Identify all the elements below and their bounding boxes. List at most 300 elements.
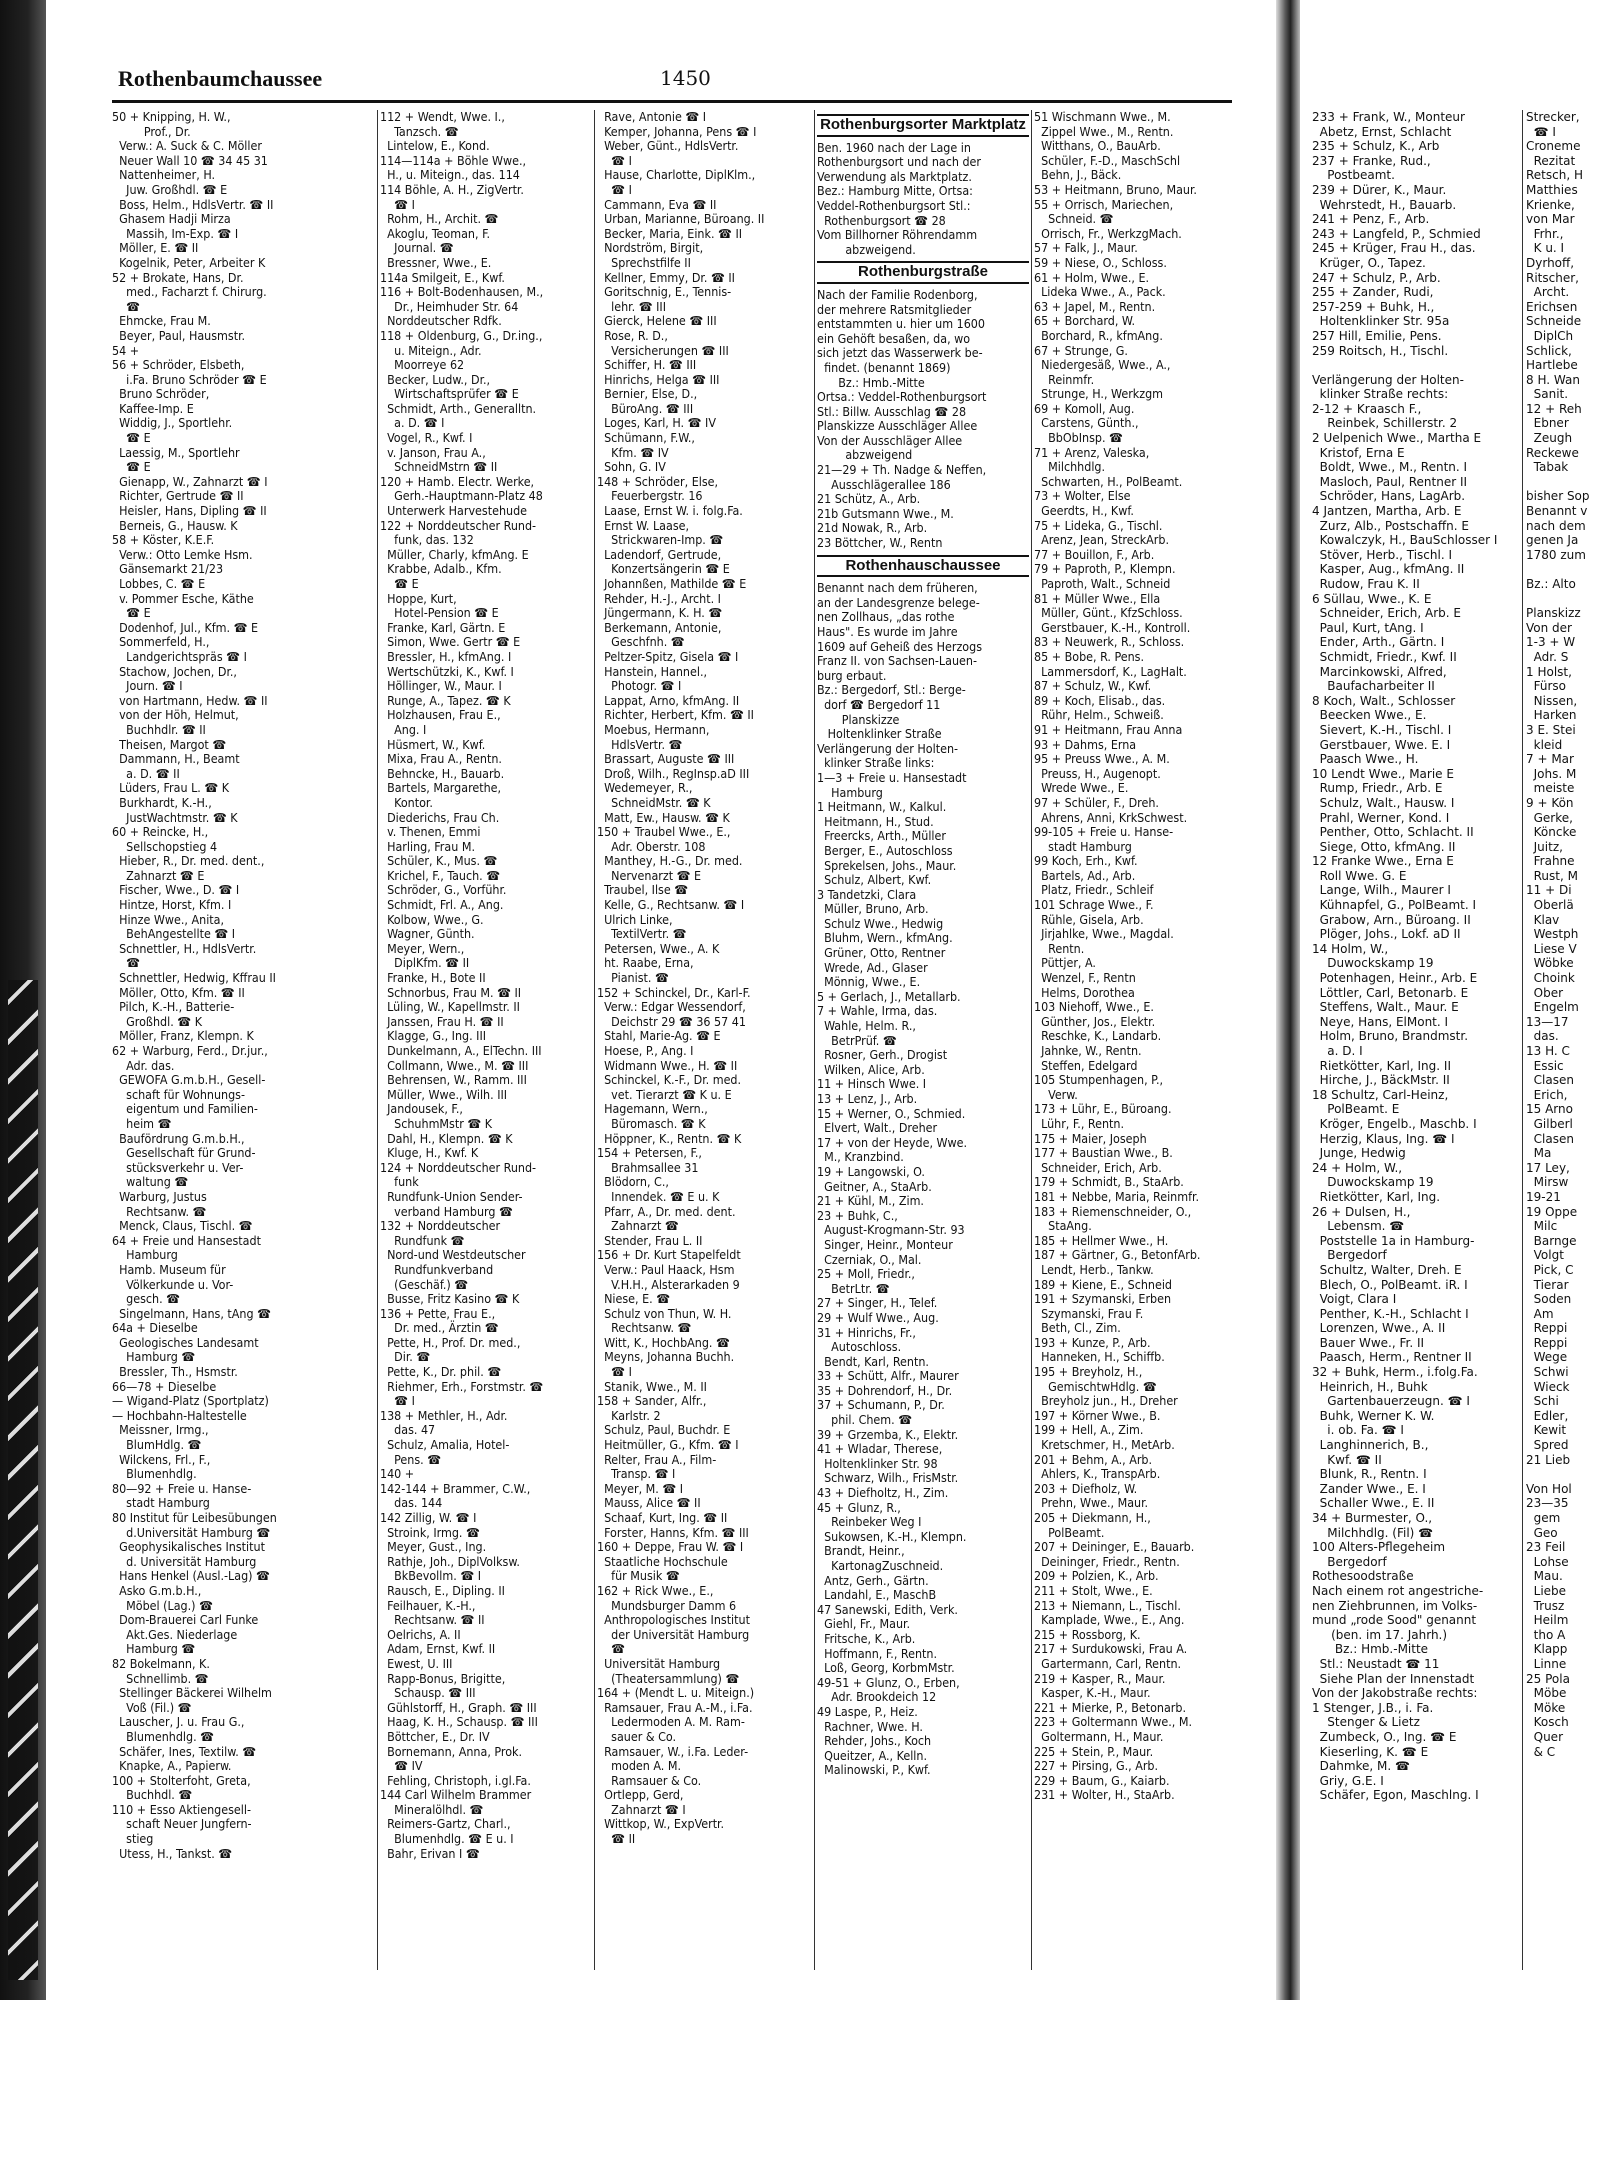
- directory-line: Nattenheimer, H.: [112, 167, 216, 183]
- directory-line: Blunk, R., Rentn. I: [1312, 1467, 1427, 1482]
- directory-line: Schaaf, Kurt, Ing. ☎ II: [597, 1510, 728, 1525]
- directory-line: 13 + Lenz, J., Arb.: [817, 1091, 918, 1106]
- directory-line: d. Universität Hamburg: [112, 1553, 257, 1569]
- directory-line: 3 E. Stei: [1526, 722, 1576, 737]
- directory-line: Hotel-Pension ☎ E: [380, 605, 499, 621]
- directory-line: Kasper, Aug., kfmAng. II: [1312, 562, 1465, 577]
- directory-line: Blumenhdlg. ☎: [112, 1728, 215, 1744]
- directory-line: Rehder, Johs., Koch: [817, 1733, 932, 1749]
- directory-line: 83 + Neuwerk, R., Schloss.: [1034, 634, 1185, 650]
- directory-column-5: [1034, 110, 1232, 1803]
- directory-line: Böttcher, E., Dr. IV: [380, 1728, 490, 1744]
- directory-line: Schaller Wwe., E. II: [1312, 1496, 1435, 1511]
- directory-line: Jirjahlke, Wwe., Magdal.: [1034, 926, 1174, 942]
- directory-line: Rechtsanw. ☎: [112, 1203, 207, 1219]
- directory-line: 71 + Arenz, Valeska,: [1034, 444, 1150, 460]
- directory-line: Sprekelsen, Johs., Maur.: [817, 857, 957, 873]
- directory-line: 154 + Petersen, F.,: [597, 1145, 702, 1161]
- directory-line: Schümann, F.W.,: [597, 430, 695, 446]
- directory-line: Hanneken, H., Schiffb.: [1034, 1349, 1165, 1365]
- directory-line: Von der Ausschläger Allee: [817, 432, 963, 448]
- directory-line: 13—17: [1526, 1014, 1569, 1029]
- directory-line: Rudow, Frau K. II: [1312, 577, 1420, 591]
- directory-line: Johs. M: [1526, 766, 1577, 781]
- directory-line: Schnettler, Hedwig, Kffrau II: [112, 970, 276, 986]
- directory-line: DiplKfm. ☎ II: [380, 955, 470, 971]
- directory-line: Rausch, E., Dipling. II: [380, 1582, 505, 1598]
- directory-line: Kasper, K.-H., Maur.: [1034, 1685, 1151, 1701]
- directory-line: Baufördrung G.m.b.H.,: [112, 1130, 245, 1146]
- directory-line: stieg: [112, 1831, 154, 1847]
- directory-line: Kwf. ☎ II: [1312, 1452, 1382, 1467]
- directory-line: Pick, C: [1526, 1262, 1574, 1277]
- directory-line: Kröger, Engelb., Maschb. I: [1312, 1116, 1477, 1131]
- directory-line: Juitz,: [1526, 839, 1563, 854]
- directory-line: 1780 zum: [1526, 547, 1586, 562]
- directory-line: Antz, Gerh., Gärtn.: [817, 1572, 929, 1588]
- directory-line: a. D. I: [1312, 1044, 1363, 1058]
- directory-line: Brandt, Heinr.,: [817, 1543, 905, 1559]
- directory-line: 21—29 + Th. Nadge & Neffen,: [817, 462, 987, 478]
- directory-line: Quer: [1526, 1729, 1563, 1744]
- directory-line: 177 + Baustian Wwe., B.: [1034, 1145, 1173, 1161]
- directory-line: 201 + Behm, A., Arb.: [1034, 1451, 1153, 1467]
- directory-line: StaAng.: [1034, 1218, 1092, 1234]
- directory-line: 13 H. C: [1526, 1044, 1570, 1058]
- directory-line: 237 + Franke, Rud.,: [1312, 153, 1431, 168]
- directory-line: Reschke, K., Landarb.: [1034, 1028, 1162, 1044]
- directory-line: [1526, 562, 1600, 577]
- directory-line: BetrLtr. ☎: [817, 1280, 890, 1296]
- column-rule: [594, 110, 595, 1970]
- directory-line: 183 + Riemenschneider, O.,: [1034, 1203, 1192, 1219]
- column-rule: [1522, 110, 1523, 1970]
- directory-line: Wrede, Ad., Glaser: [817, 959, 928, 975]
- directory-line: genen Ja: [1526, 533, 1579, 548]
- directory-line: 7 + Mar: [1526, 752, 1574, 767]
- directory-line: Ladendorf, Gertrude,: [597, 546, 722, 562]
- directory-line: Lüders, Frau L. ☎ K: [112, 780, 230, 796]
- directory-line: Buhk, Werner K. W.: [1312, 1408, 1435, 1423]
- directory-line: 51 Wischmann Wwe., M.: [1034, 110, 1171, 124]
- directory-line: Menck, Claus, Tischl. ☎: [112, 1218, 253, 1234]
- directory-line: Ang. I: [380, 721, 427, 737]
- directory-line: Hamburg: [112, 1247, 178, 1263]
- directory-line: vet. Tierarzt ☎ K u. E: [597, 1086, 732, 1102]
- directory-line: ☎ II: [597, 1831, 636, 1847]
- directory-line: 1 Stenger, J.B., i. Fa.: [1312, 1700, 1434, 1715]
- directory-line: Goltermann, H., Maur.: [1034, 1728, 1164, 1744]
- directory-line: Landahl, E., MaschB: [817, 1587, 937, 1603]
- directory-line: von der Höh, Helmut,: [112, 707, 239, 723]
- directory-line: Lüling, W., Kapellmstr. II: [380, 999, 520, 1015]
- directory-line: Rehder, H.-J., Archt. I: [597, 590, 721, 606]
- directory-line: Verw.: [1034, 1086, 1078, 1102]
- directory-line: Büromasch. ☎ K: [597, 1115, 706, 1131]
- directory-line: 49-51 + Glunz, O., Erben,: [817, 1674, 960, 1690]
- directory-line: Planskizz: [1526, 606, 1581, 621]
- directory-line: Milc: [1526, 1219, 1558, 1234]
- directory-line: Pette, K., Dr. phil. ☎: [380, 1364, 502, 1380]
- directory-line: Blumenhdlg. ☎ E u. I: [380, 1831, 514, 1847]
- directory-line: Langhinnerich, B.,: [1312, 1438, 1429, 1453]
- directory-line: 3 Tandetzki, Clara: [817, 886, 917, 902]
- directory-line: Sohn, G. IV: [597, 459, 666, 475]
- directory-line: Ahlers, K., TranspArb.: [1034, 1466, 1161, 1482]
- directory-line: 8 H. Wan: [1526, 372, 1580, 387]
- directory-line: Pfarr, A., Dr. med. dent.: [597, 1203, 736, 1219]
- directory-column-4: [817, 110, 1029, 1778]
- directory-line: Prehn, Wwe., Maur.: [1034, 1495, 1149, 1511]
- directory-line: Clasen: [1526, 1073, 1574, 1088]
- directory-line: Adr. Oberstr. 108: [597, 838, 706, 854]
- directory-line: Kühnapfel, G., PolBeamt. I: [1312, 898, 1477, 913]
- directory-line: Feuerbergstr. 16: [597, 488, 703, 504]
- directory-line: Steffens, Walt., Maur. E: [1312, 1000, 1459, 1015]
- directory-line: Pette, H., Prof. Dr. med.,: [380, 1334, 521, 1350]
- directory-line: 173 + Lühr, E., Büroang.: [1034, 1101, 1172, 1117]
- directory-line: 103 Niehoff, Wwe., E.: [1034, 999, 1154, 1015]
- directory-line: Asko G.m.b.H.,: [112, 1582, 202, 1598]
- directory-line: 99 Koch, Erh., Kwf.: [1034, 853, 1138, 869]
- directory-line: Wilckens, Frl., F.,: [112, 1451, 211, 1467]
- directory-line: 66—78 + Dieselbe: [112, 1378, 217, 1394]
- directory-line: Rundfunk ☎: [380, 1232, 465, 1248]
- directory-line: Schneider, Erich, Arb. E: [1312, 606, 1461, 621]
- directory-line: 132 + Norddeutscher: [380, 1218, 501, 1234]
- column-rule: [814, 110, 815, 1970]
- directory-line: Lobbes, C. ☎ E: [112, 576, 206, 591]
- directory-line: v. Janson, Frau A.,: [380, 444, 486, 460]
- directory-line: Beth, Cl., Zim.: [1034, 1320, 1121, 1336]
- directory-line: Ghasem Hadji Mirza: [112, 211, 231, 227]
- directory-line: Verw.: A. Suck & C. Möller: [112, 138, 262, 154]
- directory-line: August-Krogmann-Str. 93: [817, 1222, 965, 1238]
- directory-line: Bez.: Hamburg Mitte, Ortsa:: [817, 183, 973, 199]
- directory-line: Kowalczyk, H., BauSchlosser I: [1312, 533, 1498, 548]
- directory-line: 63 + Japel, M., Rentn.: [1034, 298, 1156, 314]
- column-rule: [1031, 110, 1032, 1970]
- directory-line: Photogr. ☎ I: [597, 678, 682, 694]
- directory-line: Laase, Ernst W. i. folg.Fa.: [597, 503, 743, 519]
- directory-line: 110 + Esso Aktiengesell-: [112, 1801, 252, 1817]
- directory-line: Mirsw: [1526, 1175, 1569, 1190]
- directory-line: 21 + Kühl, M., Zim.: [817, 1193, 924, 1209]
- directory-line: Bergedorf: [1312, 1248, 1387, 1263]
- directory-line: schaft Neuer Jungfern-: [112, 1816, 252, 1832]
- directory-line: Gesellschaft für Grund-: [112, 1145, 256, 1161]
- directory-line: Holm, Bruno, Brandmstr.: [1312, 1029, 1469, 1044]
- directory-line: Kontor.: [380, 794, 433, 810]
- directory-line: 19 + Langowski, O.: [817, 1163, 925, 1179]
- directory-line: Bartels, Ad., Arb.: [1034, 867, 1136, 883]
- directory-line: Anthropologisches Institut: [597, 1612, 750, 1628]
- directory-line: 239 + Dürer, K., Maur.: [1312, 182, 1447, 197]
- directory-line: 54 +: [112, 342, 140, 358]
- directory-line: Klav: [1526, 912, 1560, 927]
- directory-line: waltung ☎: [112, 1174, 189, 1190]
- directory-line: Geo: [1526, 1525, 1558, 1540]
- directory-line: Konzertsängerin ☎ E: [597, 561, 730, 577]
- directory-line: (Geschäf.) ☎: [380, 1276, 469, 1292]
- directory-line: Baufacharbeiter II: [1312, 679, 1435, 694]
- directory-line: 21b Gutsmann Wwe., M.: [817, 505, 954, 521]
- directory-line: Frahne: [1526, 854, 1575, 869]
- directory-line: 233 + Frank, W., Monteur: [1312, 110, 1465, 124]
- directory-line: Rundfunkverband: [380, 1261, 494, 1277]
- directory-line: 64 + Freie und Hansestadt: [112, 1232, 261, 1248]
- street-heading: Rothenburgstraße: [817, 261, 1029, 284]
- directory-line: ht. Raabe, Erna,: [597, 955, 694, 971]
- directory-line: Paasch Wwe., H.: [1312, 752, 1419, 767]
- directory-line: das.: [1526, 1029, 1559, 1044]
- directory-line: PolBeamt. E: [1312, 1102, 1400, 1117]
- directory-line: Wehrstedt, H., Bauarb.: [1312, 197, 1457, 212]
- directory-line: Soden: [1526, 1292, 1572, 1307]
- directory-line: 215 + Rossborg, K.: [1034, 1626, 1141, 1642]
- directory-line: Rühle, Gisela, Arb.: [1034, 911, 1144, 927]
- directory-line: 23 Feil: [1526, 1540, 1566, 1555]
- directory-line: Choink: [1526, 971, 1575, 986]
- directory-line: Stanik, Wwe., M. II: [597, 1378, 707, 1394]
- directory-line: Möbe: [1526, 1686, 1567, 1701]
- directory-line: Volgt: [1526, 1248, 1564, 1263]
- directory-line: 61 + Holm, Wwe., E.: [1034, 269, 1150, 285]
- directory-line: Brassart, Auguste ☎ III: [597, 751, 735, 767]
- directory-line: 118 + Oldenburg, G., Dr.ing.,: [380, 327, 543, 343]
- directory-line: Hartlebe: [1526, 358, 1578, 373]
- directory-line: Hirche, J., BäckMstr. II: [1312, 1073, 1450, 1088]
- directory-line: 1 Holst,: [1526, 664, 1572, 679]
- directory-line: 73 + Wolter, Else: [1034, 488, 1131, 504]
- directory-line: 17 Ley,: [1526, 1160, 1570, 1175]
- directory-line: 101 Schrage Wwe., F.: [1034, 897, 1154, 913]
- directory-line: Engelm: [1526, 1000, 1579, 1015]
- directory-line: 205 + Diekmann, H.,: [1034, 1510, 1151, 1525]
- directory-line: v. Pommer Esche, Käthe: [112, 590, 254, 606]
- directory-line: Akt.Ges. Niederlage: [112, 1626, 238, 1642]
- directory-line: Verlängerung der Holten-: [1312, 372, 1464, 387]
- directory-line: Ober: [1526, 985, 1564, 1000]
- directory-line: kleid: [1526, 737, 1563, 752]
- directory-line: & C: [1526, 1744, 1556, 1759]
- directory-line: Behrensen, W., Ramm. III: [380, 1072, 527, 1088]
- directory-line: Gerstbauer, K.-H., Kontroll.: [1034, 619, 1191, 635]
- directory-line: Rohm, H., Archit. ☎: [380, 211, 499, 227]
- directory-line: Sprechstfilfe II: [597, 254, 691, 270]
- directory-line: BüroAng. ☎ III: [597, 400, 694, 416]
- directory-line: med., Facharzt f. Chirurg.: [112, 284, 267, 300]
- directory-line: Nordström, Birgit,: [597, 240, 704, 256]
- directory-line: Berger, E., Autoschloss: [817, 842, 953, 858]
- directory-line: 85 + Bobe, R. Pens.: [1034, 648, 1145, 664]
- directory-line: gem: [1526, 1511, 1561, 1525]
- directory-line: 65 + Borchard, W.: [1034, 313, 1136, 329]
- directory-line: Krichel, F., Tauch. ☎: [380, 867, 501, 883]
- directory-line: Bressner, Wwe., E.: [380, 254, 492, 270]
- directory-line: Arenz, Jean, StreckArb.: [1034, 532, 1170, 548]
- directory-line: Gühlstorff, H., Graph. ☎ III: [380, 1699, 537, 1715]
- directory-line: Geologisches Landesamt: [112, 1334, 259, 1350]
- directory-line: Bruno Schröder,: [112, 386, 210, 402]
- directory-line: (ben. im 17. Jahrh.): [1312, 1627, 1448, 1642]
- directory-line: 114—114a + Böhle Wwe.,: [380, 152, 527, 168]
- directory-line: 89 + Koch, Elisab., das.: [1034, 692, 1166, 708]
- directory-line: Bressler, Th., Hsmstr.: [112, 1364, 238, 1380]
- directory-line: 93 + Dahms, Erna: [1034, 736, 1137, 752]
- directory-line: Hamburg: [817, 784, 883, 800]
- directory-line: Duwockskamp 19: [1312, 956, 1434, 971]
- directory-line: HdlsVertr. ☎: [597, 736, 683, 752]
- directory-line: Lappat, Arno, kfmAng. II: [597, 692, 740, 708]
- directory-line: 235 + Schulz, K., Arb: [1312, 139, 1440, 154]
- directory-line: Dom-Brauerei Carl Funke: [112, 1612, 259, 1628]
- directory-line: ☎: [112, 955, 141, 971]
- directory-line: Paul, Kurt, tAng. I: [1312, 620, 1424, 635]
- directory-line: Platz, Friedr., Schleif: [1034, 882, 1154, 898]
- directory-line: Tabak: [1526, 460, 1569, 475]
- directory-line: Paproth, Walt., Schneid: [1034, 576, 1171, 591]
- directory-line: Norddeutscher Rdfk.: [380, 313, 502, 329]
- directory-line: Müller, Wwe., Wilh. III: [380, 1086, 508, 1102]
- directory-line: Lohse: [1526, 1554, 1569, 1569]
- directory-line: Freercks, Arth., Müller: [817, 828, 946, 844]
- directory-line: Petersen, Wwe., A. K: [597, 940, 720, 956]
- directory-line: Reckewe: [1526, 445, 1579, 460]
- directory-line: Benannt nach dem früheren,: [817, 580, 978, 596]
- directory-line: Stroink, Irmg. ☎: [380, 1524, 480, 1540]
- directory-line: Stl.: Billw. Ausschlag ☎ 28: [817, 403, 967, 419]
- directory-line: bisher Sop: [1526, 489, 1590, 504]
- directory-line: Ledermoden A. M. Ram-: [597, 1714, 745, 1730]
- directory-line: Von der Jakobstraße rechts:: [1312, 1686, 1478, 1701]
- directory-line: Schulz Wwe., Hedwig: [817, 915, 944, 931]
- directory-line: Krabbe, Adalb., Kfm.: [380, 561, 502, 577]
- directory-line: Potenhagen, Heinr., Arb. E: [1312, 971, 1478, 986]
- directory-line: Richter, Gertrude ☎ II: [112, 488, 244, 504]
- directory-line: 24 + Holm, W.,: [1312, 1160, 1403, 1175]
- directory-line: (Theatersammlung) ☎: [597, 1670, 740, 1686]
- directory-line: Höllinger, W., Maur. I: [380, 678, 502, 694]
- directory-line: 195 + Breyholz, H.,: [1034, 1364, 1143, 1380]
- directory-line: Großhdl. ☎ K: [112, 1013, 203, 1029]
- directory-line: Ben. 1960 nach der Lage in: [817, 139, 971, 155]
- directory-line: 53 + Heitmann, Bruno, Maur.: [1034, 181, 1197, 197]
- directory-line: Lauscher, J. u. Frau G.,: [112, 1714, 245, 1730]
- directory-line: Rust, M: [1526, 868, 1578, 883]
- directory-line: SchuhmMstr ☎ K: [380, 1115, 493, 1131]
- directory-line: Plöger, Johs., Lokf. aD II: [1312, 927, 1461, 942]
- page-number: 1450: [660, 66, 711, 90]
- directory-line: Wilken, Alice, Arb.: [817, 1061, 925, 1077]
- directory-line: Bornemann, Anna, Prok.: [380, 1743, 523, 1759]
- directory-line: Schnellimb. ☎: [112, 1670, 209, 1686]
- directory-line: Ernst W. Laase,: [597, 517, 690, 533]
- directory-line: Schausp. ☎ III: [380, 1685, 476, 1701]
- directory-line: Niedergesäß, Wwe., A.,: [1034, 357, 1171, 373]
- directory-line: BkBevollm. ☎ I: [380, 1568, 482, 1584]
- directory-line: Boss, Helm., HdlsVertr. ☎ II: [112, 196, 274, 212]
- directory-line: 136 + Pette, Frau E.,: [380, 1305, 496, 1321]
- directory-line: Reinbeker Weg I: [817, 1514, 922, 1530]
- directory-line: Nach einem rot angestriche-: [1312, 1583, 1484, 1598]
- directory-line: SchneidMstrn ☎ II: [380, 459, 498, 475]
- directory-line: Akoglu, Teoman, F.: [380, 225, 491, 241]
- directory-line: Ritscher,: [1526, 270, 1579, 285]
- directory-line: Elvert, Walt., Dreher: [817, 1120, 938, 1136]
- directory-line: 12 Franke Wwe., Erna E: [1312, 854, 1454, 869]
- directory-line: Gartenbauerzeugn. ☎ I: [1312, 1394, 1470, 1409]
- directory-line: Schmidt, Friedr., Kwf. II: [1312, 649, 1457, 664]
- directory-line: 79 + Paproth, P., Klempn.: [1034, 561, 1176, 577]
- directory-line: Barnge: [1526, 1233, 1577, 1248]
- directory-line: Malinowski, P., Kwf.: [817, 1762, 931, 1778]
- directory-line: 100 Alters-Pflegeheim: [1312, 1540, 1446, 1555]
- directory-line: Dr., Heimhuder Str. 64: [380, 298, 519, 314]
- directory-line: 32 + Buhk, Herm., i.folg.Fa.: [1312, 1365, 1478, 1380]
- directory-line: 77 + Bouillon, F., Arb.: [1034, 546, 1155, 562]
- directory-line: 112 + Wendt, Wwe. I.,: [380, 110, 505, 124]
- directory-line: Ausschlägerallee 186: [817, 476, 951, 492]
- directory-line: Moebus, Hermann,: [597, 721, 710, 737]
- directory-line: 87 + Schulz, W., Kwf.: [1034, 678, 1152, 694]
- directory-line: Hintze, Horst, Kfm. I: [112, 897, 232, 913]
- directory-line: BetrPrüf. ☎: [817, 1032, 897, 1048]
- directory-line: Rothenburgsort und nach der: [817, 154, 981, 170]
- directory-line: 142 Zillig, W. ☎ I: [380, 1510, 477, 1525]
- directory-line: Zeugh: [1526, 431, 1573, 446]
- directory-line: Nord-und Westdeutscher: [380, 1247, 526, 1263]
- directory-line: abzweigend: [817, 447, 913, 463]
- directory-line: 189 + Kiene, E., Schneid: [1034, 1276, 1173, 1292]
- directory-line: schaft für Wohnungs-: [112, 1086, 245, 1102]
- directory-line: 164 + (Mendt L. u. Miteign.): [597, 1685, 755, 1701]
- directory-line: Hamburg ☎: [112, 1641, 196, 1657]
- directory-line: 23 + Buhk, C.,: [817, 1207, 898, 1223]
- directory-line: Blech, O., PolBeamt. iR. I: [1312, 1277, 1468, 1292]
- directory-line: 150 + Traubel Wwe., E.,: [597, 824, 731, 840]
- directory-line: 197 + Körner Wwe., B.: [1034, 1407, 1161, 1423]
- directory-line: 29 + Wulf Wwe., Aug.: [817, 1309, 939, 1325]
- directory-line: Blödorn, C.,: [597, 1174, 669, 1190]
- directory-line: 17 + von der Heyde, Wwe.: [817, 1134, 968, 1150]
- directory-line: Lendt, Herb., Tankw.: [1034, 1261, 1154, 1277]
- directory-line: 243 + Langfeld, P., Schmied: [1312, 226, 1481, 241]
- directory-line: Ender, Arth., Gärtn. I: [1312, 635, 1445, 650]
- directory-line: Verw.: Edgar Wessendorf,: [597, 999, 746, 1015]
- directory-line: Edler,: [1526, 1408, 1569, 1423]
- directory-line: Kewit: [1526, 1423, 1567, 1438]
- directory-line: eigentum und Familien-: [112, 1101, 258, 1117]
- directory-line: Niese, E. ☎: [597, 1291, 671, 1307]
- directory-line: 144 Carl Wilhelm Brammer: [380, 1787, 532, 1803]
- directory-line: Sellschopstieg 4: [112, 838, 218, 854]
- directory-line: 199 + Hell, A., Zim.: [1034, 1422, 1144, 1438]
- directory-line: Schulz von Thun, W. H.: [597, 1305, 732, 1321]
- directory-line: Zurz, Alb., Postschaffn. E: [1312, 518, 1469, 533]
- directory-line: 1-3 + W: [1526, 635, 1576, 650]
- directory-line: Adr. das.: [112, 1057, 175, 1073]
- directory-line: Lammersdorf, K., LagHalt.: [1034, 663, 1187, 679]
- directory-line: Behn, J., Bäck.: [1034, 167, 1122, 183]
- directory-line: Feilhauer, K.-H.,: [380, 1597, 476, 1613]
- directory-line: Holtenklinker Str. 95a: [1312, 314, 1450, 329]
- directory-line: Droß, Wilh., RegInsp.aD III: [597, 765, 750, 781]
- directory-line: 138 + Methler, H., Adr.: [380, 1407, 508, 1423]
- directory-line: Schneide: [1526, 314, 1582, 329]
- directory-line: Jüngermann, K. H. ☎: [597, 605, 723, 621]
- directory-line: Adr. S: [1526, 649, 1569, 664]
